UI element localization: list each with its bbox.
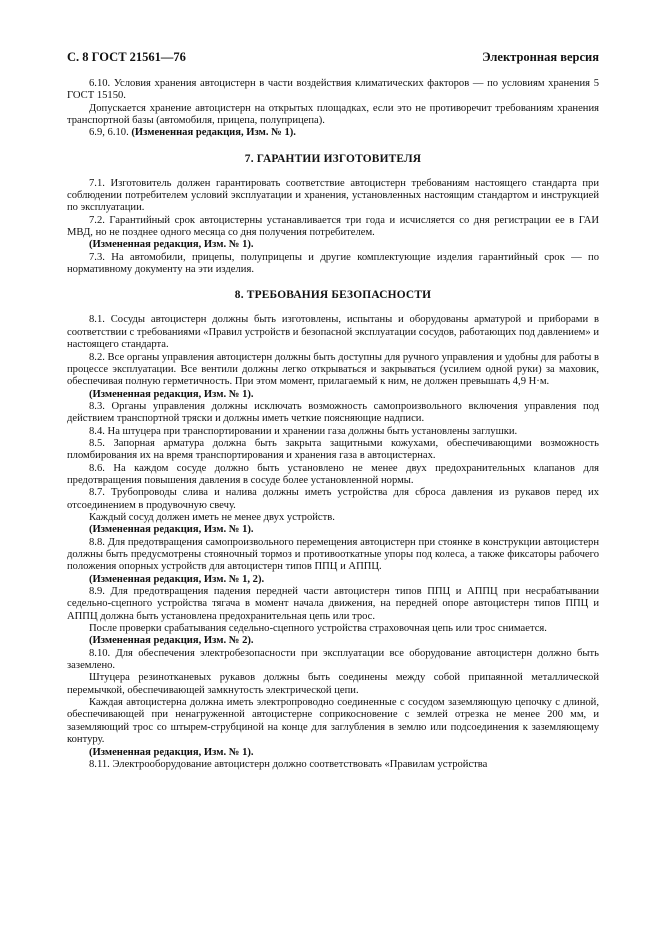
paragraph-6-10: 6.10. Условия хранения автоцистерн в части воздействия климатических факторов — по условиям хранения 5 ГОСТ 15150. [67, 78, 599, 102]
paragraph-7-1: 7.1. Изготовитель должен гарантировать соответствие автоцистерн требованиям настоящего стандарта при соблюдении потребителем условий эксплуатации и хранения, установленных настоящим стандартом и инструкцией по эксплуатации. [67, 177, 599, 214]
paragraph-8-9-check: После проверки срабатывания седельно-сцепного устройства страховочная цепь или трос снимается. [89, 623, 547, 635]
header-version-label: Электронная версия [482, 50, 599, 64]
paragraph-8-10-hoses: Штуцера резинотканевых рукавов должны быть соединены между собой припаянной металлической перемычкой, обеспечивающей замкнутость электрической цепи. [67, 672, 599, 696]
paragraph-8-2: 8.2. Все органы управления автоцистерн должны быть доступны для ручного управления и удобны для работы в процессе эксплуатации. Все вентили должны легко открываться и закрываться (усилием одной руки) за маховик, обеспечивая полную герметичность. При этом момент, прилагаемый к ним, не должен превышать 4,9 Н·м. [67, 351, 599, 388]
paragraph-amendment-6-9 [67, 127, 599, 139]
page-header [67, 50, 599, 65]
amendment-note: (Измененная редакция, Изм. № 1). [89, 239, 254, 251]
paragraph-7-3: 7.3. На автомобили, прицепы, полуприцепы и другие комплектующие изделия гарантийный срок — по нормативному документу на эти изделия. [67, 251, 599, 276]
paragraph-8-7-devices: Каждый сосуд должен иметь не менее двух устройств. [89, 511, 335, 523]
paragraph-8-10: 8.10. Для обеспечения электробезопасности при эксплуатации все оборудование автоцистерн должно быть заземлено. [67, 647, 599, 672]
section-8-title: 8. ТРЕБОВАНИЯ БЕЗОПАСНОСТИ [234, 289, 432, 302]
paragraph-8-10-grounding: Каждая автоцистерна должна иметь электропроводно соединенные с сосудом заземляющую цепочку с длиной, обеспечивающей при ненагруженной автоцистерне соприкосновение с землей отрезка не менее 200 мм, и заземляющий трос со штырем-струбциной на конце для заглубления в землю или подсоединения к заземляющему контуру. [67, 697, 599, 746]
paragraph-8-6: 8.6. На каждом сосуде должно быть установлено не менее двух предохранительных клапанов для предотвращения повышения давления в сосуде более установленной нормы. [67, 462, 599, 486]
amendment-note: (Измененная редакция, Изм. № 1). [89, 524, 254, 536]
paragraph-6-10-storage: Допускается хранение автоцистерн на открытых площадках, если это не противоречит требованиям хранения транспортной базы (автомобиля, прицепа, полуприцепа). [67, 102, 599, 127]
paragraph-8-11: 8.11. Электрооборудование автоцистерн должно соответствовать «Правилам устройства [89, 758, 488, 770]
paragraph-8-1: 8.1. Сосуды автоцистерн должны быть изготовлены, испытаны и оборудованы арматурой и приборами в соответствии с требованиями «Правил устройств и безопасной эксплуатации сосудов, работающих под давлением» и настоящего стандарта. [67, 314, 599, 351]
paragraph-8-4: 8.4. На штуцера при транспортировании и хранении газа должны быть установлены заглушки. [89, 425, 518, 437]
paragraph-8-3: 8.3. Органы управления должны исключать возможность самопроизвольного включения управления под действием транспортной тряски и должны иметь четкие поясняющие надписи. [67, 400, 599, 425]
document-page [67, 50, 599, 771]
amendment-prefix: 6.9, 6.10. [89, 127, 132, 139]
paragraph-8-5: 8.5. Запорная арматура должна быть закрыта защитными кожухами, обеспечивающими возможность пломбирования их на время транспортирования и хранения газа в автоцистернах. [67, 437, 599, 462]
amendment-note: (Измененная редакция, Изм. № 1). [131, 127, 296, 139]
amendment-note: (Измененная редакция, Изм. № 2). [89, 635, 254, 647]
amendment-note: (Измененная редакция, Изм. № 1). [89, 746, 254, 758]
amendment-note: (Измененная редакция, Изм. № 1, 2). [89, 573, 265, 585]
paragraph-8-7: 8.7. Трубопроводы слива и налива должны иметь устройства для сброса давления из рукавов перед их отсоединением в продувочную свечу. [67, 487, 599, 511]
amendment-note: (Измененная редакция, Изм. № 1). [89, 388, 254, 400]
paragraph-7-2: 7.2. Гарантийный срок автоцистерны устанавливается три года и исчисляется со дня регистрации ее в ГАИ МВД, но не позднее одного месяца со дня получения потребителем. [67, 214, 599, 239]
header-standard-id: С. 8 ГОСТ 21561—76 [67, 50, 186, 64]
paragraph-8-9: 8.9. Для предотвращения падения передней части автоцистерн типов ППЦ и АППЦ при несрабатывании седельно-сцепного устройства тягача в момент начала движения, на передней опоре автоцистерн типов ППЦ и АППЦ должна быть установлена предохранительная цепь или трос. [67, 586, 599, 622]
section-7-title: 7. ГАРАНТИИ ИЗГОТОВИТЕЛЯ [244, 152, 422, 165]
paragraph-8-8: 8.8. Для предотвращения самопроизвольного перемещения автоцистерн при стоянке в конструкции автоцистерн должны быть предусмотрены стояночный тормоз и противооткатные упоры под колеса, а также фиксаторы рабочего положения опорных устройств для автоцистерн типов ППЦ и АППЦ. [67, 536, 599, 573]
